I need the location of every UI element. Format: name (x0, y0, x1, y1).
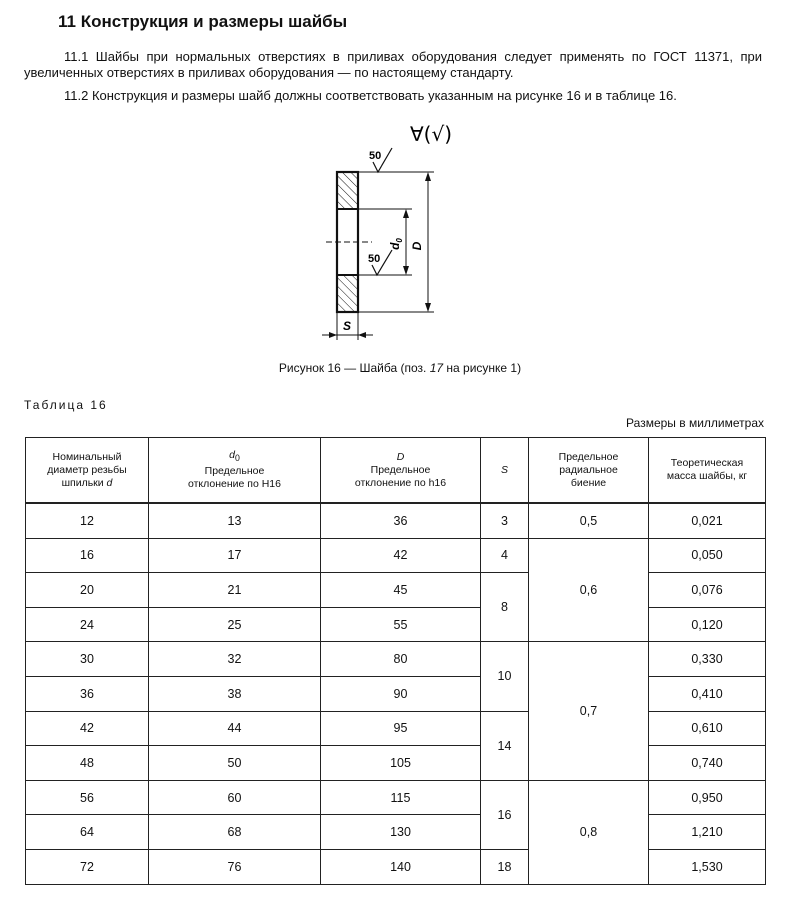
cell-d0: 76 (149, 849, 321, 884)
cell-d0: 44 (149, 711, 321, 746)
cell-S: 8 (481, 573, 529, 642)
roughness-bore-value: 50 (368, 253, 381, 265)
header-c5-line2: радиальное (559, 463, 618, 476)
figure-caption-position: 17 (429, 361, 444, 375)
cell-S: 3 (481, 503, 529, 538)
cell-mass: 0,050 (649, 538, 766, 573)
cell-mass: 0,021 (649, 503, 766, 538)
dim-label-d0: $d_0$ (388, 238, 404, 250)
table-row (26, 642, 766, 677)
header-D (321, 438, 481, 504)
paragraph-11-1-text: 11.1 Шайбы при нормальных отверстиях в приливах оборудования следует применять по ГОСТ 11371, при увеличенных отверстиях в приливах оборудования — по настоящему стандарту. (24, 49, 762, 80)
header-theoretical-mass (649, 438, 766, 504)
cell-d0: 25 (149, 607, 321, 642)
header-c2-symbol-letter: d (229, 448, 235, 461)
table-row (26, 815, 766, 850)
header-c5-line1: Предельное (558, 450, 619, 463)
cell-S: 14 (481, 711, 529, 780)
header-radial-runout (529, 438, 649, 504)
cell-d0: 50 (149, 746, 321, 781)
arrow-S-right (358, 332, 366, 338)
table-row (26, 503, 766, 538)
hatch-bottom (338, 275, 357, 311)
header-c1-symbol: d (106, 476, 113, 489)
cell-d0: 32 (149, 642, 321, 677)
cell-D: 130 (321, 815, 481, 850)
cell-S: 10 (481, 642, 529, 711)
header-c1-line3 (26, 477, 148, 490)
cell-d: 36 (26, 676, 149, 711)
arrow-d0-top (403, 209, 409, 218)
cell-mass: 0,410 (649, 676, 766, 711)
hatch-top (338, 173, 357, 209)
cell-D: 45 (321, 573, 481, 608)
cell-mass: 0,950 (649, 780, 766, 815)
section-heading: 11 Конструкция и размеры шайбы (58, 12, 348, 31)
table-title: Таблица 16 (24, 398, 108, 412)
cell-d0: 17 (149, 538, 321, 573)
header-c1-line2: диаметр резьбы (47, 463, 127, 476)
cell-d: 24 (26, 607, 149, 642)
roughness-general-mark: ∀(√) (410, 122, 453, 146)
cell-d0: 13 (149, 503, 321, 538)
header-c3-symbol: D (396, 450, 405, 463)
table-row (26, 607, 766, 642)
cell-d: 12 (26, 503, 149, 538)
cell-d0: 68 (149, 815, 321, 850)
cell-D: 140 (321, 849, 481, 884)
roughness-top-value: 50 (369, 150, 382, 162)
cell-D: 105 (321, 746, 481, 781)
figure-caption (0, 361, 800, 375)
arrow-S-left (329, 332, 337, 338)
cell-d0: 38 (149, 676, 321, 711)
cell-D: 95 (321, 711, 481, 746)
cell-mass: 0,076 (649, 573, 766, 608)
table-row (26, 538, 766, 573)
arrow-D-top (425, 172, 431, 181)
cell-S: 16 (481, 780, 529, 849)
cell-D: 42 (321, 538, 481, 573)
cell-mass: 1,530 (649, 849, 766, 884)
cell-d: 30 (26, 642, 149, 677)
header-c4-symbol: S (500, 463, 508, 476)
cell-d: 16 (26, 538, 149, 573)
cell-runout: 0,6 (529, 538, 649, 642)
figure-caption-tail: на рисунке 1) (443, 361, 522, 375)
table-row (26, 746, 766, 781)
header-c2-symbol (149, 449, 320, 465)
cell-mass: 1,210 (649, 815, 766, 850)
header-d0 (149, 438, 321, 504)
header-nominal-diameter (26, 438, 149, 504)
cell-d: 64 (26, 815, 149, 850)
header-c1-line1: Номинальный (52, 450, 122, 463)
header-c2-symbol-sub: 0 (234, 453, 240, 464)
header-c2-line3: отклонение по H16 (188, 478, 281, 491)
header-c3-line2: Предельное (370, 463, 431, 476)
cell-d0: 60 (149, 780, 321, 815)
cell-d: 48 (26, 746, 149, 781)
cell-d: 72 (26, 849, 149, 884)
header-S (481, 438, 529, 504)
header-c1-word: шпильки (61, 476, 104, 489)
table-row (26, 849, 766, 884)
dim-label-S: S (342, 319, 352, 333)
cell-D: 36 (321, 503, 481, 538)
header-c6-line2: масса шайбы, кг (666, 470, 748, 482)
table-header-row (26, 438, 766, 504)
cell-mass: 0,330 (649, 642, 766, 677)
cell-runout: 0,5 (529, 503, 649, 538)
cell-D: 80 (321, 642, 481, 677)
cell-S: 4 (481, 538, 529, 573)
cell-d: 20 (26, 573, 149, 608)
arrow-d0-bottom (403, 266, 409, 275)
cell-runout: 0,8 (529, 780, 649, 884)
cell-S: 18 (481, 849, 529, 884)
table-row (26, 573, 766, 608)
cell-D: 115 (321, 780, 481, 815)
table-units: Размеры в миллиметрах (626, 416, 764, 430)
figure-caption-text: Рисунок 16 — Шайба (поз. (278, 361, 430, 375)
cell-D: 90 (321, 676, 481, 711)
table-row (26, 780, 766, 815)
arrow-D-bottom (425, 303, 431, 312)
cell-mass: 0,120 (649, 607, 766, 642)
cell-d: 42 (26, 711, 149, 746)
cell-mass: 0,610 (649, 711, 766, 746)
cell-D: 55 (321, 607, 481, 642)
washer-dimensions-table (25, 437, 766, 885)
cell-d: 56 (26, 780, 149, 815)
table-row (26, 676, 766, 711)
dim-label-D: D (410, 241, 424, 251)
header-c6-line1: Теоретическая (670, 457, 744, 469)
header-c2-line2: Предельное (204, 465, 265, 478)
cell-runout: 0,7 (529, 642, 649, 780)
table-row (26, 711, 766, 746)
cell-mass: 0,740 (649, 746, 766, 781)
paragraph-11-2-text: 11.2 Конструкция и размеры шайб должны соответствовать указанным на рисунке 16 и в таблице 16. (64, 88, 677, 103)
cell-d0: 21 (149, 573, 321, 608)
header-c3-line3: отклонение по h16 (354, 476, 447, 489)
header-c5-line3: биение (570, 476, 607, 489)
washer-drawing (0, 0, 800, 360)
